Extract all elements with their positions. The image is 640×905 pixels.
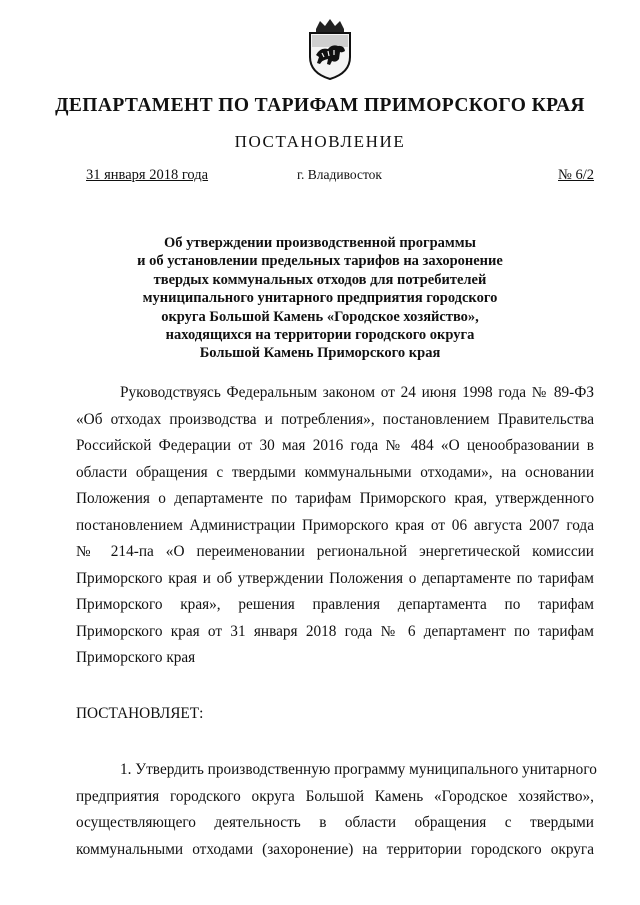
preamble-line: Приморского края и об утверждении Положения о департаменте по тарифам [76, 569, 594, 587]
item-1-line: предприятия городского округа Большой Камень «Городское хозяйство», [76, 787, 594, 805]
item-1-line: осуществляющего деятельность в области обращения с твердыми [76, 814, 594, 831]
preamble-line: Приморского края [76, 649, 196, 666]
document-city: г. Владивосток [297, 167, 382, 182]
preamble-line: «Об отходах производства и потребления», постановлением Правительства [76, 410, 594, 428]
department-title: ДЕПАРТАМЕНТ ПО ТАРИФАМ ПРИМОРСКОГО КРАЯ [55, 95, 585, 116]
preamble-line: Приморского края», решения правления департамента по тарифам [76, 596, 594, 613]
subject-line: и об установлении предельных тарифов на захоронение [137, 253, 503, 270]
document-meta-row [0, 167, 640, 187]
coat-of-arms-tiger-icon [302, 17, 358, 81]
preamble-line: области обращения с твердыми коммунальными отходами», на основании [76, 463, 594, 481]
subject-line: Большой Камень Приморского края [199, 345, 441, 362]
item-1-line: 1. Утвердить производственную программу муниципального унитарного [120, 761, 597, 778]
resolve-heading: ПОСТАНОВЛЯЕТ: [76, 705, 204, 722]
preamble-paragraph [76, 380, 594, 672]
preamble-line: постановлением Администрации Приморского края от 06 августа 2007 года [76, 516, 594, 534]
subject-line: находящихся на территории городского округа [165, 327, 475, 344]
preamble-line: Приморского края от 31 января 2018 года № 6 департамент по тарифам [76, 622, 594, 640]
item-1-line: коммунальными отходами (захоронение) на территории городского округа [76, 840, 594, 858]
subject-line: муниципального унитарного предприятия городского [142, 290, 498, 307]
subject-line: Об утверждении производственной программы [164, 235, 476, 251]
document-number: № 6/2 [558, 167, 594, 183]
preamble-line: Положения о департаменте по тарифам Приморского края, утвержденного [76, 490, 594, 507]
subject-line: округа Большой Камень «Городское хозяйство», [161, 308, 479, 325]
preamble-line: № 214-па «О переименовании региональной энергетической комиссии [76, 543, 594, 560]
document-type: ПОСТАНОВЛЕНИЕ [234, 132, 406, 151]
document-date: 31 января 2018 года [86, 167, 209, 183]
preamble-line: Руководствуясь Федеральным законом от 24 июня 1998 года № 89-ФЗ [120, 384, 594, 401]
preamble-line: Российской Федерации от 30 мая 2016 года № 484 «О ценообразовании в [76, 437, 594, 454]
document-subject [80, 234, 560, 363]
subject-line: твердых коммунальных отходов для потребителей [153, 271, 487, 288]
item-1-paragraph [76, 757, 597, 863]
